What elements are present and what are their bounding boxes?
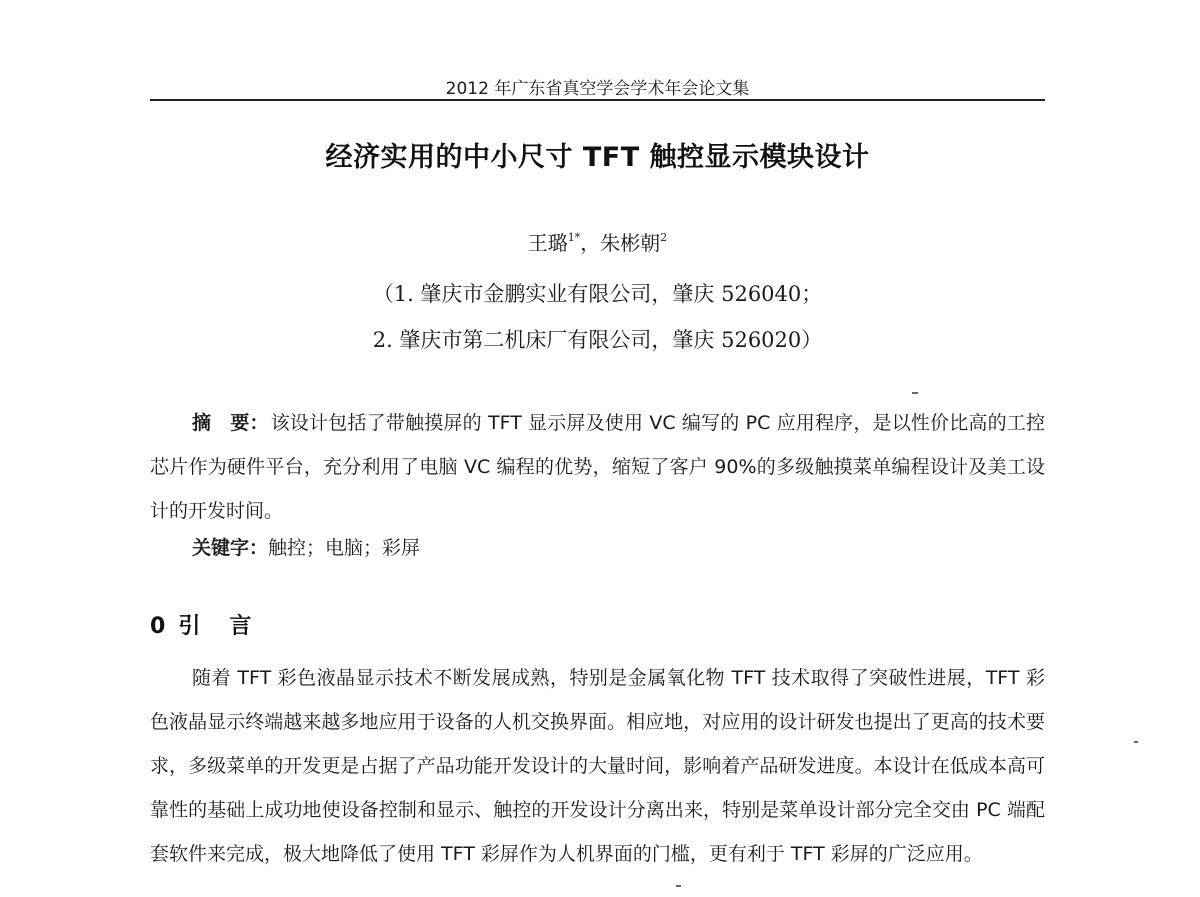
abstract-text: 该设计包括了带触摸屏的 TFT 显示屏及使用 VC 编写的 PC 应用程序，是以性价比高的工控芯片作为硬件平台，充分利用了电脑 VC 编程的优势，缩短了客户 90%的多级触摸菜单编程设计及美工设计的开发时间。 — [150, 412, 1045, 522]
author-2-name: 朱彬朝 — [600, 231, 661, 255]
author-line — [150, 227, 1045, 256]
author-2-mark: 2 — [660, 231, 668, 244]
section-title-part1: 引 — [178, 614, 202, 639]
keywords-label: 关键字： — [192, 537, 269, 559]
keywords-text: 触控；电脑；彩屏 — [268, 537, 421, 559]
header-rule — [150, 99, 1045, 101]
affiliation-2: 2. 肇庆市第二机床厂有限公司，肇庆 526020） — [372, 328, 823, 352]
keywords — [150, 526, 1045, 570]
affiliation-1: （1. 肇庆市金鹏实业有限公司，肇庆 526040； — [372, 282, 823, 306]
section-heading — [150, 609, 252, 640]
paper-title: 经济实用的中小尺寸 TFT 触控显示模块设计 — [325, 142, 870, 173]
intro-paragraph: 随着 TFT 彩色液晶显示技术不断发展成熟，特别是金属氧化物 TFT 技术取得了突破性进展，TFT 彩色液晶显示终端越来越多地应用于设备的人机交换界面。相应地，对应用的设计研发也提出了更高的技术要求，多级菜单的开发更是占据了产品功能开发设计的大量时间，影响着产品研发进度。本设计在低成本高可靠性的基础上成功地使设备控制和显示、触控的开发设计分离出来，特别是菜单设计部分完全交由 PC 端配套软件来完成，极大地降低了使用 TFT 彩屏作为人机界面的门槛，更有利于 TFT 彩屏的广泛应用。 — [150, 667, 1045, 865]
abstract — [150, 401, 1045, 533]
scan-speck — [1134, 741, 1138, 743]
author-1-name: 王璐 — [527, 231, 568, 255]
author-separator: ， — [580, 231, 601, 255]
section-title-part2: 言 — [229, 614, 253, 639]
scan-speck — [912, 392, 918, 394]
author-1-mark: 1* — [567, 231, 581, 244]
running-header: 2012 年广东省真空学会学术年会论文集 — [445, 79, 750, 99]
abstract-label: 摘 要： — [192, 412, 269, 434]
scan-speck — [676, 885, 681, 887]
section-number: 0 — [150, 614, 167, 639]
